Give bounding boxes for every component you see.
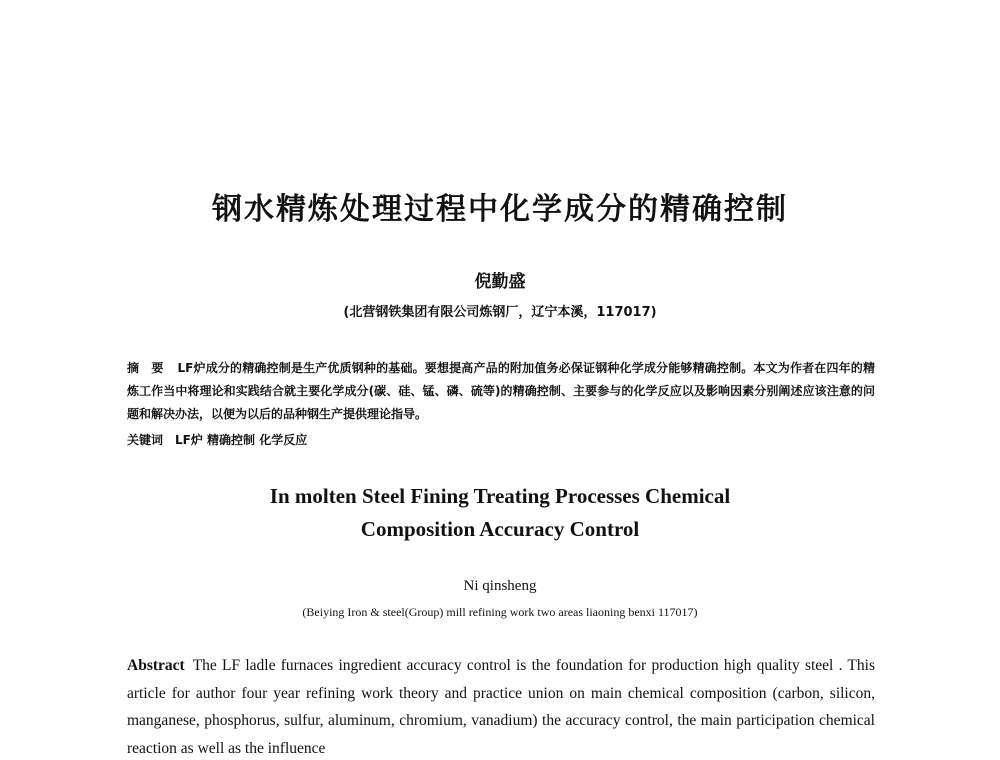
chinese-author: 倪勤盛 — [474, 272, 526, 292]
english-title — [0, 480, 1000, 546]
chinese-affiliation: (北营钢铁集团有限公司炼钢厂，辽宁本溪，117017) — [343, 305, 657, 320]
chinese-keywords — [127, 429, 875, 452]
chinese-abstract-text: LF炉成分的精确控制是生产优质钢种的基础。要想提高产品的附加值务必保证钢种化学成分能够精确控制。本文为作者在四年的精炼工作当中将理论和实践结合就主要化学成分(碳、硅、锰、磷、硫等)的精确控制、主要参与的化学反应以及影响因素分别阐述应该注意的问题和解决办法，以便为以后的品种钢生产提供理论指导。 — [127, 361, 875, 421]
chinese-keywords-label: 关键词 — [127, 433, 164, 447]
chinese-title: 钢水精炼处理过程中化学成分的精确控制 — [212, 192, 788, 227]
english-title-line-2: Composition Accuracy Control — [360, 517, 640, 541]
english-title-line-1: In molten Steel Fining Treating Processes Chemical — [269, 484, 731, 508]
chinese-keywords-text: LF炉 精确控制 化学反应 — [175, 433, 308, 447]
english-abstract-label: Abstract — [127, 657, 185, 674]
english-abstract — [127, 652, 875, 760]
english-abstract-text: The LF ladle furnaces ingredient accuracy control is the foundation for production high quality steel . This article for author four year refining work theory and practice union on main chemical composition (carbon, silicon, manganese, phosphorus, sulfur, aluminum, chromium, vanadium) the accuracy control, the main participation chemical reaction as well as the influence — [127, 657, 875, 757]
english-author: Ni qinsheng — [463, 578, 537, 594]
chinese-abstract-label: 摘 要 — [127, 361, 164, 375]
chinese-abstract — [127, 357, 875, 426]
english-affiliation: (Beiying Iron & steel(Group) mill refining work two areas liaoning benxi 117017) — [302, 605, 698, 619]
